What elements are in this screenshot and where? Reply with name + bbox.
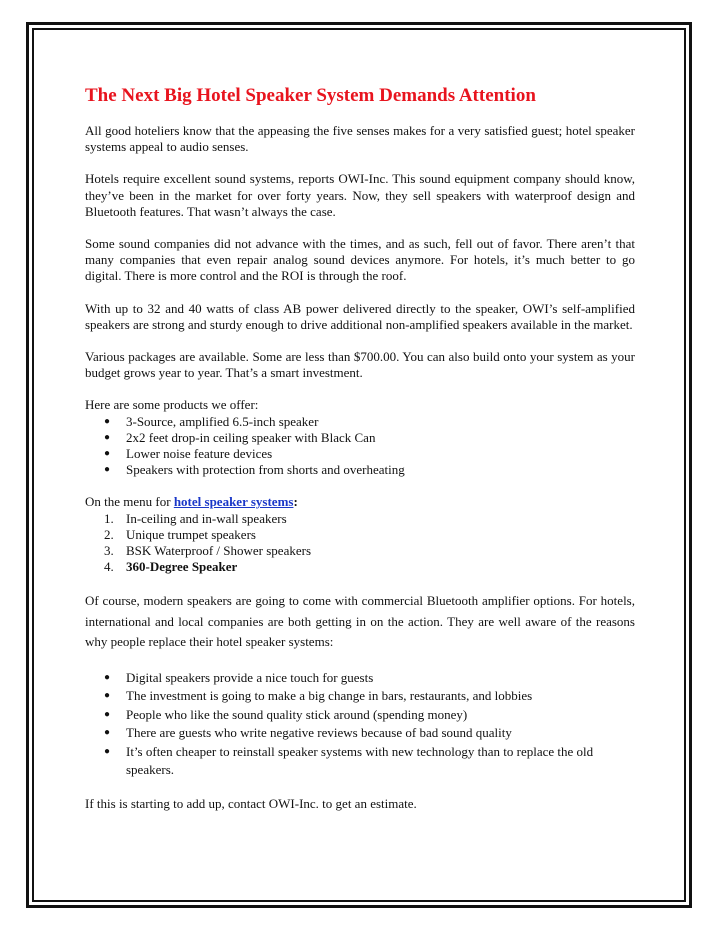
bullet-icon: ● [104, 745, 111, 757]
list-item-text: In-ceiling and in-wall speakers [126, 510, 287, 526]
paragraph: Various packages are available. Some are less than $700.00. You can also build onto your system as your budget grows year to year. That’s a smart investment. [85, 349, 635, 381]
list-item [85, 527, 635, 543]
list-item [85, 462, 635, 478]
list-item-text: People who like the sound quality stick around (spending money) [126, 706, 468, 722]
list-item-text: The investment is going to make a big change in bars, restaurants, and lobbies [126, 688, 533, 704]
menu-intro-prefix: On the menu for [85, 494, 174, 510]
list-item-text: 2x2 feet drop-in ceiling speaker with Black Can [126, 429, 376, 445]
list-item [85, 511, 635, 527]
paragraph: Some sound companies did not advance with the times, and as such, fell out of favor. There aren’t that many companies that even repair analog sound devices anymore. For hotels, it’s much better to go digital. There is more control and the ROI is through the roof. [85, 236, 635, 284]
hotel-speaker-systems-link[interactable]: hotel speaker systems [173, 494, 294, 510]
products-intro: Here are some products we offer: [85, 397, 259, 413]
closing-paragraph: If this is starting to add up, contact OWI-Inc. to get an estimate. [85, 795, 417, 811]
list-item-text: 3-Source, amplified 6.5-inch speaker [126, 413, 319, 429]
paragraph: All good hoteliers know that the appeasing the five senses makes for a very satisfied guest; hotel speaker systems appeal to audio senses. [85, 123, 635, 155]
reasons-list [85, 669, 635, 780]
menu-intro [85, 494, 635, 510]
list-item [85, 446, 635, 462]
menu-list [85, 511, 635, 576]
list-item [85, 430, 635, 446]
list-item-text: Lower noise feature devices [126, 446, 273, 462]
list-item-text: Unique trumpet speakers [126, 526, 256, 542]
list-item [85, 559, 635, 575]
list-item [85, 706, 635, 725]
list-item-text: BSK Waterproof / Shower speakers [126, 543, 312, 559]
document-body [85, 84, 635, 828]
products-list [85, 414, 635, 479]
bullet-icon: ● [104, 431, 111, 443]
bullet-icon: ● [104, 415, 111, 427]
list-item [85, 724, 635, 743]
list-item [85, 743, 635, 780]
list-item [85, 669, 635, 688]
list-item-text: 360-Degree Speaker [126, 559, 238, 575]
list-item [85, 414, 635, 430]
paragraph: Of course, modern speakers are going to come with commercial Bluetooth amplifier options. For hotels, international and local companies are both getting in on the action. They are well aware of the reasons why people replace their hotel speaker systems: [85, 593, 635, 650]
list-number: 4. [104, 559, 114, 575]
bullet-icon: ● [104, 727, 111, 739]
bullet-icon: ● [104, 448, 111, 460]
list-number: 3. [104, 543, 114, 559]
menu-intro-suffix: : [293, 494, 298, 510]
bullet-icon: ● [104, 690, 111, 702]
bullet-icon: ● [104, 464, 111, 476]
list-item [85, 543, 635, 559]
paragraph: Hotels require excellent sound systems, reports OWI-Inc. This sound equipment company should know, they’ve been in the market for over forty years. Now, they sell speakers with waterproof design and Bluetooth features. That wasn’t always the case. [85, 171, 635, 219]
document-title: The Next Big Hotel Speaker System Demands Attention [85, 85, 536, 106]
list-number: 2. [104, 526, 114, 542]
list-item [85, 687, 635, 706]
list-item-text: Digital speakers provide a nice touch for guests [126, 669, 374, 685]
list-number: 1. [104, 510, 114, 526]
bullet-icon: ● [104, 708, 111, 720]
bullet-icon: ● [104, 671, 111, 683]
list-item-text: It’s often cheaper to reinstall speaker systems with new technology than to replace the old speakers. [126, 743, 594, 778]
list-item-text: Speakers with protection from shorts and overheating [126, 462, 405, 478]
list-item-text: There are guests who write negative reviews because of bad sound quality [126, 725, 512, 741]
paragraph: With up to 32 and 40 watts of class AB power delivered directly to the speaker, OWI’s self-amplified speakers are strong and sturdy enough to drive additional non-amplified speakers available in the market. [85, 300, 635, 332]
